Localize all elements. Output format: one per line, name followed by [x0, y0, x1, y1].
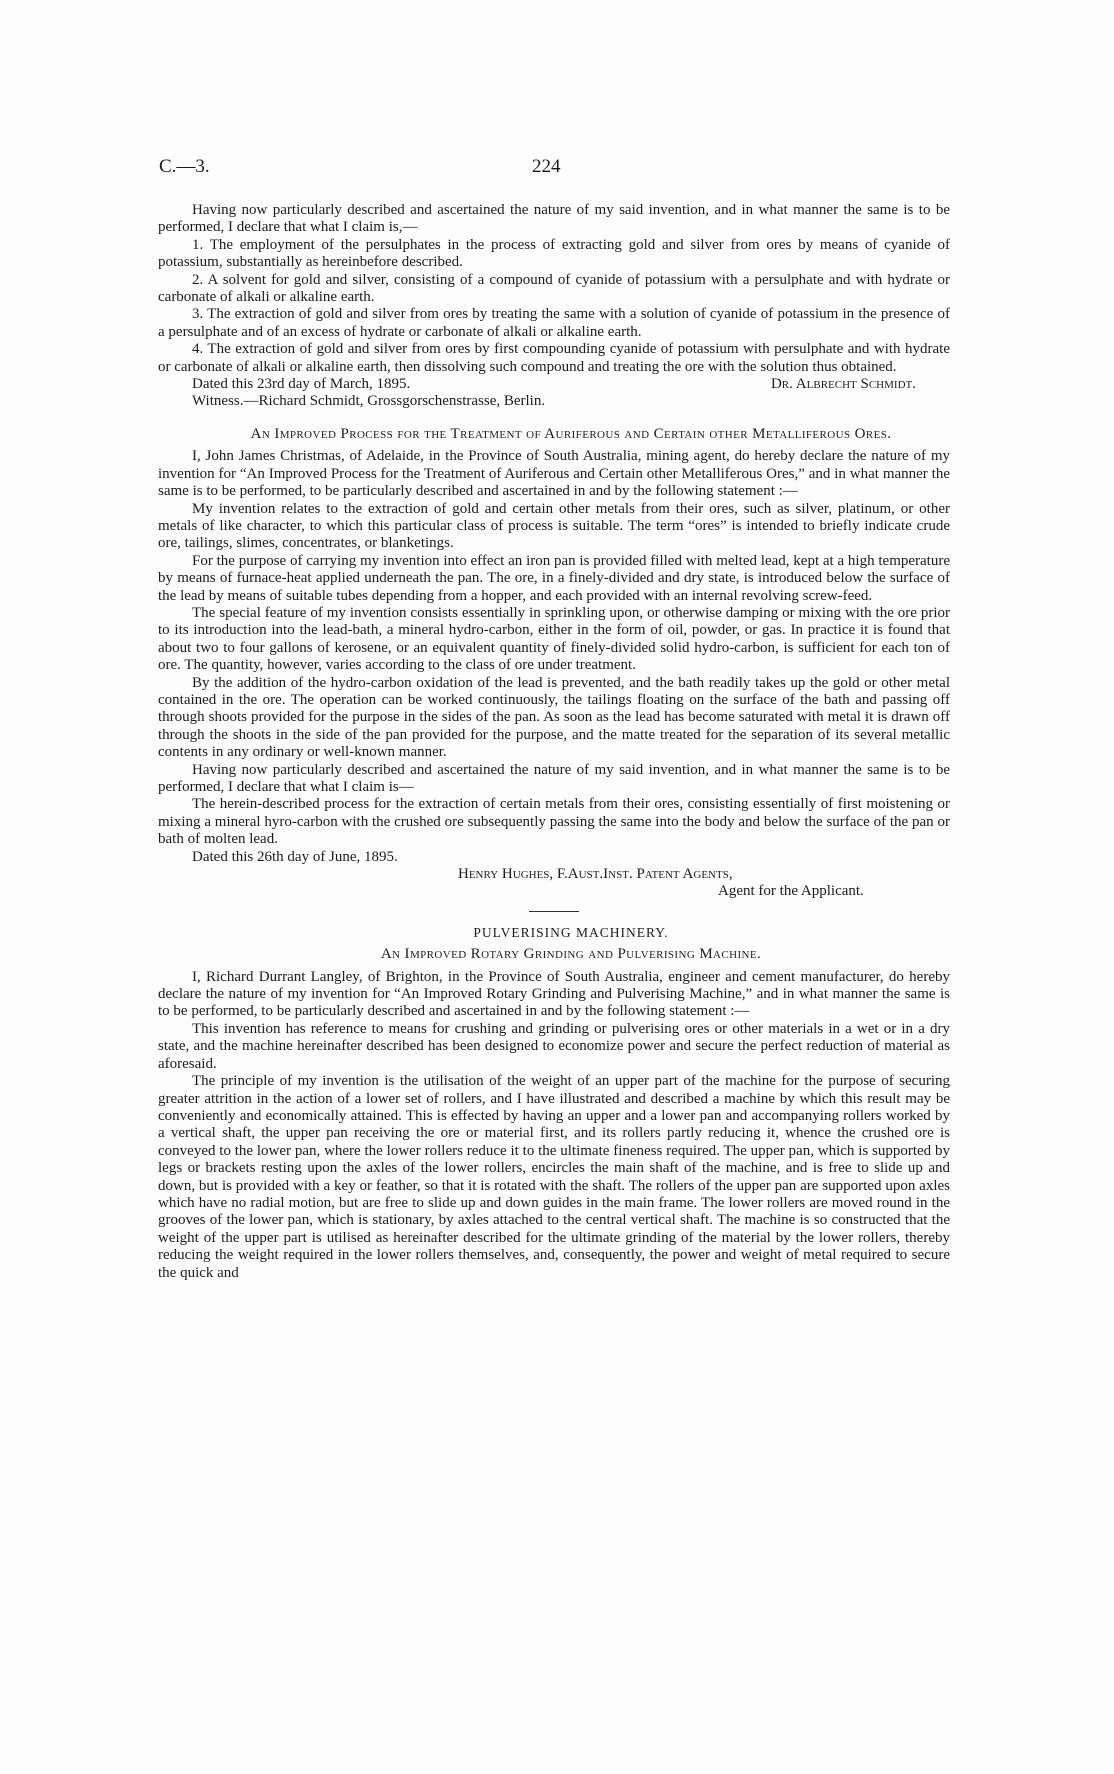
- paragraph-principle: The principle of my invention is the utilisation of the weight of an upper part of the machine for the purpose of securing greater attrition in the action of a lower set of rollers, and I have illustrated and described a machine by which this result may be conveniently and economically attained. This is effected by having an upper and a lower pan and accompanying rollers worked by a vertical shaft, the upper pan receiving the ore or material first, and its rollers partly reducing it, whence the crushed ore is conveyed to the lower pan, where the lower rollers reduce it to the ultimate fineness required. The upper pan, which is supported by legs or brackets resting upon the axles of the lower rollers, encircles the main shaft of the machine, and is free to slide up and down, but is provided with a key or feather, so that it is rotated with the shaft. The rollers of the upper pan are supported upon axles which have no radial motion, but are free to slide up and down guides in the main frame. The lower rollers are moved round in the grooves of the lower pan, which is stationary, by axles attached to the central vertical shaft. The machine is so constructed that the weight of the upper part is utilised as hereinafter described for the ultimate grinding of the material by the lower rollers, thereby reducing the weight required in the lower rollers themselves, and, consequently, the power and weight of metal required to secure the quick and: [158, 1073, 950, 1281]
- section-heading: PULVERISING MACHINERY.: [473, 924, 669, 940]
- agent-line: Henry Hughes, F.Aust.Inst. Patent Agents,: [458, 866, 733, 883]
- signatory-name: Dr. Albrecht Schmidt.: [770, 376, 916, 393]
- page-number: 224: [532, 156, 561, 177]
- dated-line: Dated this 26th day of June, 1895.: [192, 848, 398, 865]
- langley-patent: [158, 924, 950, 1282]
- paragraph-invention: My invention relates to the extraction of gold and certain other metals from their ores, such as silver, platinum, or other metals of like character, to which this particular class of process is suitable. The term “ores” is intended to briefly indicate crude ore, tailings, slimes, concentrates, or blanketings.: [158, 500, 950, 552]
- schmidt-patent-claims: [158, 202, 950, 411]
- paragraph-reference: This invention has reference to means for crushing and grinding or pulverising ores or other materials in a wet or in a dry state, and the machine hereinafter described has been designed to economize power and secure the perfect reduction of material as aforesaid.: [158, 1020, 950, 1072]
- paragraph-iron-pan: For the purpose of carrying my invention into effect an iron pan is provided filled with melted lead, kept at a high temperature by means of furnace-heat applied underneath the pan. The ore, in a finely-divided and dry state, is introduced below the surface of the lead by means of suitable tubes depending from a hopper, and each provided with an internal revolving screw-feed.: [158, 552, 950, 604]
- claim-1: 1. The employment of the persulphates in the process of extracting gold and silver from ores by means of cyanide of potassium, substantially as hereinbefore described.: [158, 236, 950, 271]
- parliamentary-paper-ref: C.—3.: [159, 156, 210, 177]
- patent-title: An Improved Rotary Grinding and Pulverising Machine.: [380, 946, 762, 963]
- section-divider: [529, 911, 579, 912]
- document-body: [158, 202, 950, 1282]
- page-header: [159, 156, 949, 182]
- paragraph-declaration: I, Richard Durrant Langley, of Brighton, in the Province of South Australia, engineer and cement manufacturer, do hereby declare the nature of my invention for “An Improved Rotary Grinding and Pulverising Machine,” and in what manner the same is to be performed, to be particularly described and ascertained in and by the following statement :—: [158, 968, 950, 1020]
- claim-2: 2. A solvent for gold and silver, consisting of a compound of cyanide of potassium with a persulphate and with hydrate or carbonate of alkali or alkaline earth.: [158, 271, 950, 306]
- paragraph-claim-intro: Having now particularly described and ascertained the nature of my said invention, and in what manner the same is to be performed, I declare that what I claim is—: [158, 761, 950, 795]
- paragraph-hydrocarbon: By the addition of the hydro-carbon oxidation of the lead is prevented, and the bath readily takes up the gold or other metal contained in the ore. The operation can be worked continuously, the tailings floating on the surface of the bath and passing off through shoots provided for the purpose in the sides of the pan. As soon as the lead has become saturated with metal it is drawn off through the shoots in the side of the pan provided for the purpose, and the matte treated for the separation of its several metallic contents in any ordinary or well-known manner.: [158, 674, 950, 761]
- witness-line: Witness.—Richard Schmidt, Grossgorschenstrasse, Berlin.: [192, 393, 546, 410]
- claim-4: 4. The extraction of gold and silver from ores by first compounding cyanide of potassium with persulphate and with hydrate or carbonate of alkali or alkaline earth, then dissolving such compound and treating the ore with the solution thus obtained.: [158, 341, 950, 375]
- paragraph-special-feature: The special feature of my invention consists essentially in sprinkling upon, or otherwise damping or mixing with the ore prior to its introduction into the lead-bath, a mineral hydro-carbon, either in the form of oil, powder, or gas. In practice it is found that about two to four gallons of kerosene, or an equivalent quantity of finely-divided solid hydro-carbon, is sufficient for each ton of ore. The quantity, however, varies according to the class of ore under treatment.: [158, 604, 950, 674]
- claims-intro: Having now particularly described and ascertained the nature of my said invention, and in what manner the same is to be performed, I declare that what I claim is,—: [158, 202, 950, 236]
- agent-role: Agent for the Applicant.: [718, 883, 864, 900]
- claim-3: 3. The extraction of gold and silver from ores by treating the same with a solution of cyanide of potassium in the presence of a persulphate and of an excess of hydrate or carbonate of alkali or alkaline earth.: [158, 306, 950, 340]
- paragraph-claim: The herein-described process for the extraction of certain metals from their ores, consisting essentially of first moistening or mixing a mineral hyro-carbon with the crushed ore subsequently passing the same into the body and below the surface of the pan or bath of molten lead.: [158, 796, 950, 848]
- dated-line: Dated this 23rd day of March, 1895.: [192, 376, 411, 393]
- christmas-patent: [158, 426, 950, 901]
- dated-signature-row: [158, 376, 950, 393]
- patent-title: An Improved Process for the Treatment of Auriferous and Certain other Metalliferous Ores.: [250, 425, 892, 442]
- paragraph-declaration: I, John James Christmas, of Adelaide, in the Province of South Australia, mining agent, do hereby declare the nature of my invention for “An Improved Process for the Treatment of Auriferous and Certain other Metalliferous Ores,” and in what manner the same is to be performed, to be particularly described and ascertained in and by the following statement :—: [158, 448, 950, 500]
